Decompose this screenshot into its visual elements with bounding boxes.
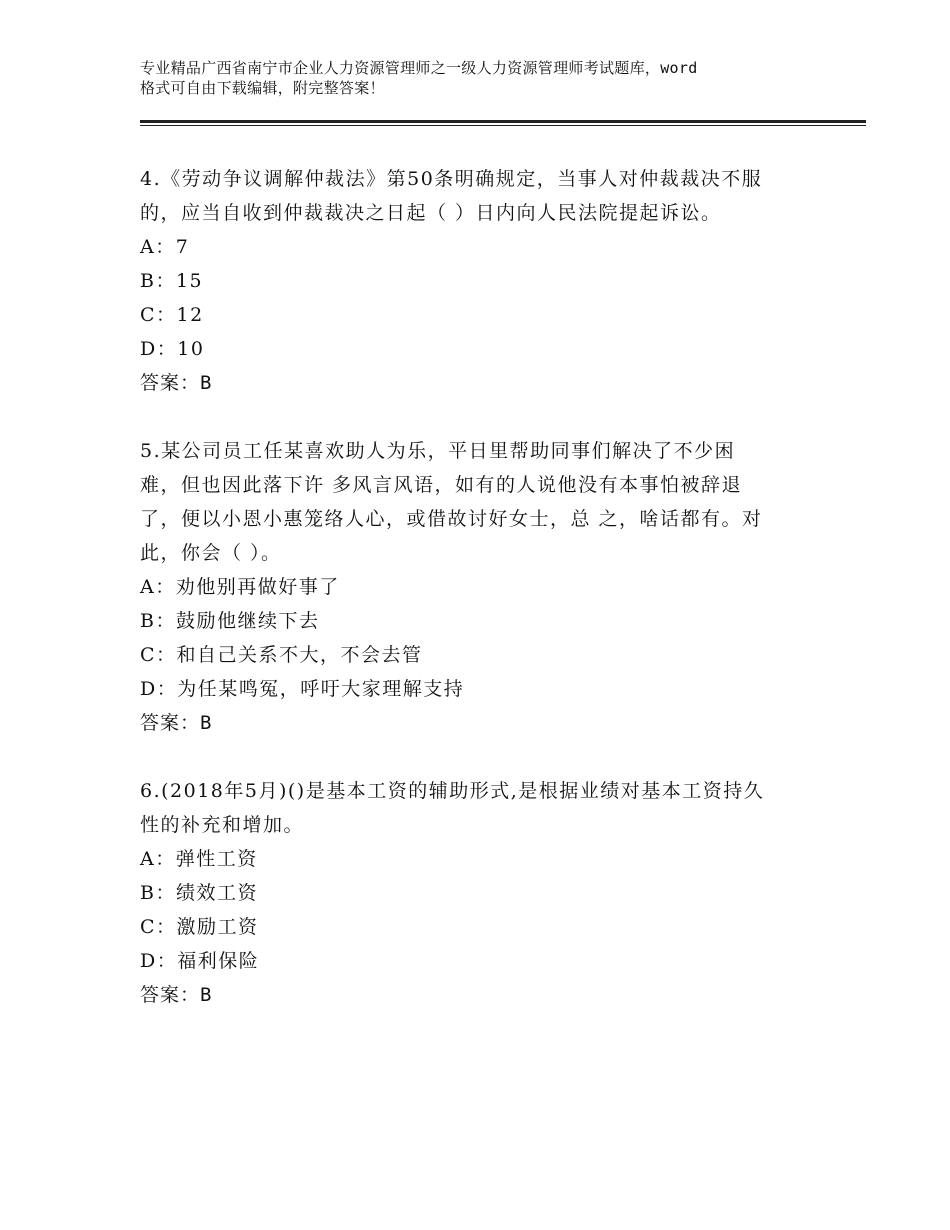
stem-line: 4.《劳动争议调解仲裁法》第50条明确规定，当事人对仲裁裁决不服: [140, 168, 763, 190]
stem-line: 6.(2018年5月)()是基本工资的辅助形式,是根据业绩对基本工资持久: [140, 780, 765, 802]
question-5: [140, 434, 820, 740]
answer: 答案：B: [140, 984, 213, 1006]
document-header: [140, 58, 840, 98]
option-c: C：12: [140, 304, 204, 326]
question-stem: [140, 434, 820, 570]
stem-line: 此，你会（ ）。: [140, 542, 282, 564]
question-4: [140, 162, 820, 400]
answer: 答案：B: [140, 372, 213, 394]
question-stem: [140, 162, 820, 230]
option-a: A：劝他别再做好事了: [140, 576, 340, 598]
stem-line: 了，便以小恩小惠笼络人心，或借故讨好女士，总 之，啥话都有。对: [140, 508, 763, 530]
question-stem: [140, 774, 820, 842]
stem-line: 的，应当自收到仲裁裁决之日起（ ）日内向人民法院提起诉讼。: [140, 202, 722, 224]
header-line: 专业精品广西省南宁市企业人力资源管理师之一级人力资源管理师考试题库，word: [140, 59, 698, 77]
option-a: A：弹性工资: [140, 848, 258, 870]
header-line: 格式可自由下载编辑，附完整答案！: [140, 79, 385, 97]
option-b: B：鼓励他继续下去: [140, 610, 320, 632]
answer: 答案：B: [140, 712, 213, 734]
stem-line: 难，但也因此落下许 多风言风语，如有的人说他没有本事怕被辞退: [140, 474, 743, 496]
option-a: A：7: [140, 236, 190, 258]
option-b: B：15: [140, 270, 204, 292]
option-d: D：10: [140, 338, 205, 360]
option-d: D：福利保险: [140, 950, 260, 972]
question-6: [140, 774, 820, 1012]
option-b: B：绩效工资: [140, 882, 258, 904]
header-divider-thin: [140, 125, 866, 126]
option-d: D：为任某鸣冤，呼吁大家理解支持: [140, 678, 465, 700]
option-c: C：和自己关系不大，不会去管: [140, 644, 423, 666]
option-c: C：激励工资: [140, 916, 259, 938]
header-divider: [140, 120, 866, 123]
stem-line: 5.某公司员工任某喜欢助人为乐，平日里帮助同事们解决了不少困: [140, 440, 736, 462]
stem-line: 性的补充和增加。: [140, 814, 305, 836]
